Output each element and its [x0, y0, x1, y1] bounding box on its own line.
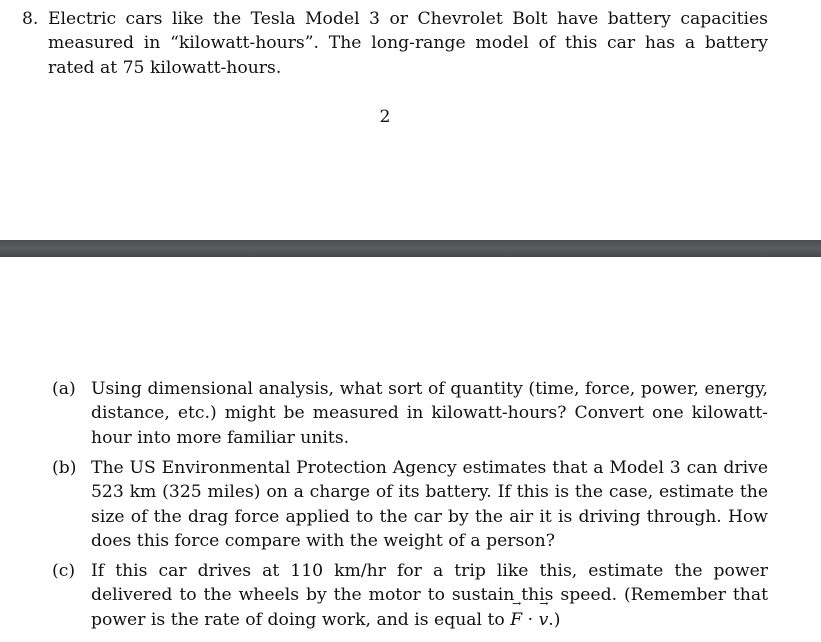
part-b-text: The US Environmental Protection Agency estimates that a Model 3 can drive 523 km (325 miles) on a charge of its battery. If this is the case, estimate the size of the drag force applied to the car by the air it is driving through. How does this force compare with the weight of a person? — [91, 458, 768, 552]
page-number: 2 — [379, 107, 391, 127]
part-c-text-end: .) — [548, 609, 561, 630]
force-vector: → F — [510, 608, 522, 632]
part-c-text — [91, 559, 768, 632]
part-b-label: (b) — [52, 458, 77, 478]
part-a-text: Using dimensional analysis, what sort of quantity (time, force, power, energy, distance, etc.) might be measured in kilowatt-hours? Convert one kilowatt-hour into more familiar units. — [91, 379, 768, 448]
velocity-vector: → v — [539, 608, 549, 632]
page-top — [0, 0, 821, 240]
dot-operator: · — [527, 609, 534, 630]
part-a-label: (a) — [52, 379, 76, 399]
problem-statement: Electric cars like the Tesla Model 3 or Chevrolet Bolt have battery capacities measured in “kilowatt-hours”. The long-range model of this car has a battery rated at 75 kilowatt-hours. — [48, 9, 768, 78]
part-a — [52, 377, 768, 450]
problem-8 — [22, 7, 768, 80]
part-c-label: (c) — [52, 561, 76, 581]
page-divider — [0, 240, 821, 257]
problem-number: 8. — [22, 9, 39, 29]
part-c — [52, 559, 768, 632]
part-b — [52, 456, 768, 554]
part-c-text-main: If this car drives at 110 km/hr for a trip like this, estimate the power delivered to the wheels by the motor to sustain this speed. (Remember that power is the rate of doing work, and is equal to — [91, 561, 768, 630]
